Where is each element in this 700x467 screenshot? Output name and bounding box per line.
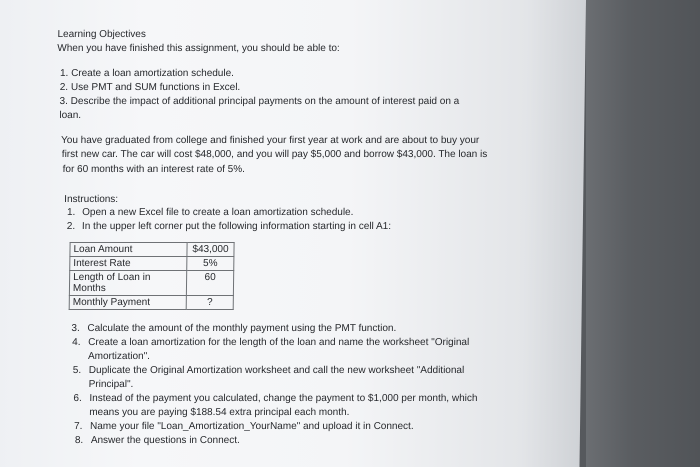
- step-number: 4.: [72, 337, 81, 348]
- step-number: 7.: [73, 421, 83, 432]
- step-number: 8.: [74, 435, 84, 446]
- step-5-continued: Principal".: [88, 379, 134, 390]
- step-4: [72, 337, 469, 349]
- learning-objectives-heading: Learning Objectives: [57, 29, 146, 40]
- step-8: [75, 435, 240, 447]
- step-text: Create a loan amortization for the length of the loan and name the worksheet "Original: [88, 337, 470, 348]
- loan-length-label: Length of Loan in Months: [69, 271, 186, 296]
- objective-text: Describe the impact of additional principal payments on the amount of interest paid on a: [70, 96, 460, 107]
- objective-3-continued: loan.: [59, 110, 82, 121]
- step-2: [67, 221, 391, 233]
- table-row: [69, 296, 233, 310]
- objective-text: Use PMT and SUM functions in Excel.: [70, 82, 241, 93]
- objective-number: 1.: [59, 68, 69, 79]
- table-row: [69, 271, 233, 296]
- step-7: [74, 421, 414, 433]
- objective-text: Create a loan amortization schedule.: [71, 68, 235, 79]
- table-row: [70, 257, 234, 271]
- interest-rate-label: Interest Rate: [70, 257, 187, 271]
- scenario-line-1: You have graduated from college and finished your first year at work and are about to buy your: [60, 135, 480, 146]
- step-text: Duplicate the Original Amortization worksheet and call the new worksheet "Additional: [88, 365, 465, 376]
- step-number: 1.: [66, 207, 76, 218]
- objective-3: [59, 96, 459, 108]
- table-row: [70, 243, 234, 257]
- step-text: Open a new Excel file to create a loan amortization schedule.: [82, 207, 354, 218]
- objective-number: 3.: [59, 96, 69, 107]
- step-6: [73, 393, 477, 405]
- monthly-payment-label: Monthly Payment: [69, 296, 186, 310]
- step-4-continued: Amortization".: [87, 351, 151, 362]
- step-text: Instead of the payment you calculated, change the payment to $1,000 per month, which: [89, 393, 478, 404]
- step-number: 6.: [73, 393, 82, 404]
- step-number: 5.: [72, 365, 82, 376]
- objective-2: [60, 82, 241, 94]
- intro-text: When you have finished this assignment, you should be able to:: [57, 43, 340, 54]
- loan-info-table: [69, 242, 235, 310]
- loan-amount-label: Loan Amount: [70, 243, 187, 257]
- interest-rate-value: 5%: [187, 257, 234, 271]
- step-number: 3.: [71, 323, 80, 334]
- loan-amount-value: $43,000: [187, 243, 234, 257]
- loan-length-value: 60: [186, 271, 233, 296]
- step-6-continued: means you are paying $188.54 extra principal each month.: [89, 407, 350, 418]
- background-surface: [586, 0, 700, 467]
- scenario-line-3: for 60 months with an interest rate of 5%.: [62, 164, 246, 175]
- objective-1: [60, 68, 234, 80]
- monthly-payment-value: ?: [186, 296, 233, 310]
- step-5: [73, 365, 465, 377]
- step-3: [71, 323, 396, 335]
- step-text: Name your file "Loan_Amortization_YourName" and upload it in Connect.: [89, 421, 414, 432]
- objective-number: 2.: [59, 82, 69, 93]
- step-number: 2.: [66, 221, 76, 232]
- step-1: [67, 207, 354, 219]
- step-text: Answer the questions in Connect.: [90, 435, 240, 446]
- instructions-title: Instructions:: [64, 194, 119, 205]
- step-text: In the upper left corner put the following information starting in cell A1:: [81, 221, 392, 232]
- step-text: Calculate the amount of the monthly payment using the PMT function.: [87, 323, 397, 334]
- scenario-line-2: first new car. The car will cost $48,000, and you will pay $5,000 and borrow $43,000. The loan is: [61, 149, 488, 160]
